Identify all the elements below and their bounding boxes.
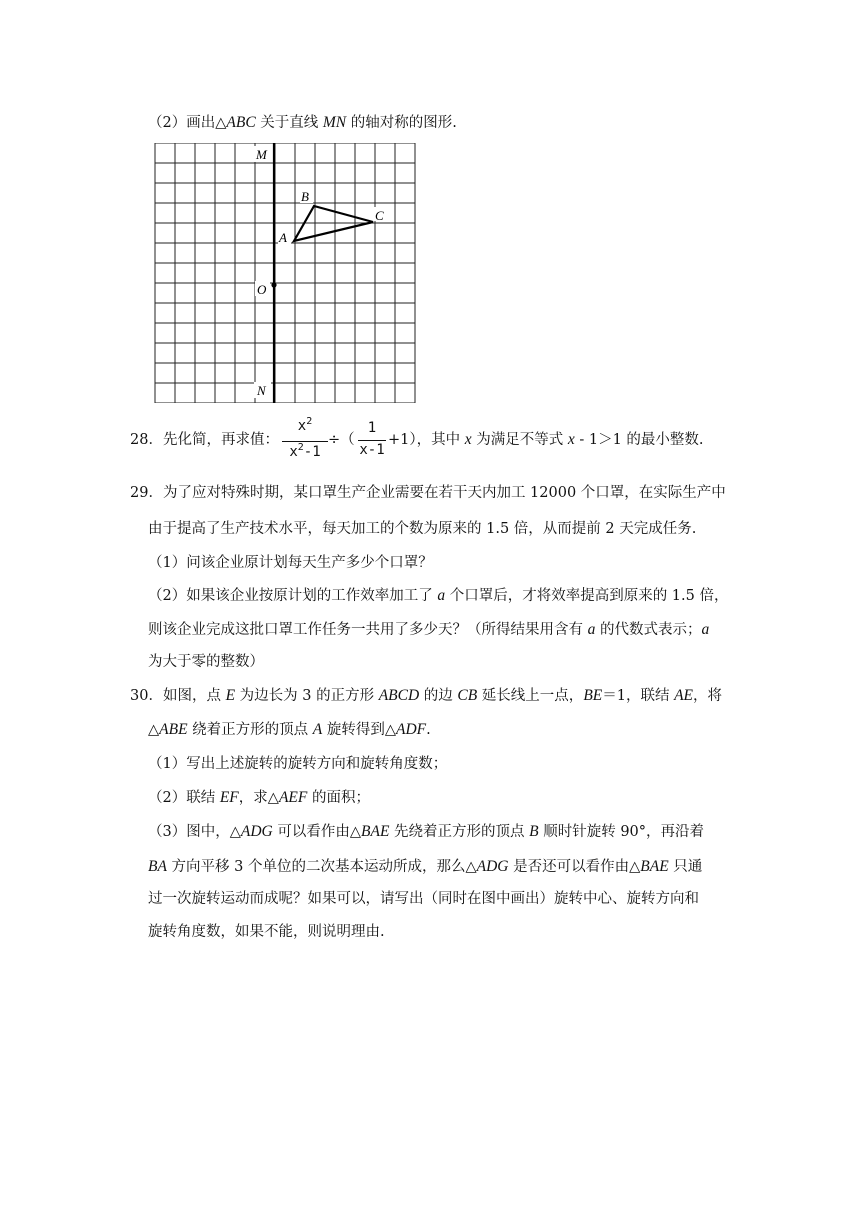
q29-line1: 29．为了应对特殊时期，某口罩生产企业需要在若干天内加工 12000 个口罩，在实际生产中 (130, 485, 726, 501)
q30-part3-line1: （3）图中，△ADG 可以看作由△BAE 先绕着正方形的顶点 B 顺时针旋转 90°，再沿着 (148, 823, 705, 840)
label-n: N (257, 383, 266, 398)
grid-figure (154, 143, 416, 403)
label-c: C (375, 208, 384, 223)
q29-part2-line3: 为大于零的整数） (148, 654, 264, 670)
label-m: M (256, 147, 267, 162)
label-b: B (301, 189, 309, 204)
point-o (271, 282, 276, 287)
fraction-1-denominator: $x^2-1$ (289, 442, 321, 460)
q28-divide: ÷（ (328, 432, 355, 448)
q30-part3-line4: 旋转角度数，如果不能，则说明理由. (148, 924, 385, 940)
fraction-bar (358, 440, 386, 441)
fraction-bar (282, 441, 328, 442)
q29-line2: 由于提高了生产技术水平，每天加工的个数为原来的 1.5 倍，从而提前 2 天完成任务. (148, 521, 697, 537)
fraction-2-numerator: 1 (367, 420, 377, 436)
q30-line2: △ABE 绕着正方形的顶点 A 旋转得到△ADF. (148, 721, 431, 738)
grid-lines (155, 143, 415, 403)
q29-part2-line1: （2）如果该企业按原计划的工作效率加工了 a 个口罩后，才将效率提高到原来的 1.5 倍， (148, 587, 729, 604)
label-a: A (279, 230, 287, 245)
q28-fraction-2 (358, 420, 386, 464)
q30-part1: （1）写出上述旋转的旋转方向和旋转角度数； (148, 756, 448, 772)
q30-part3-line2: BA 方向平移 3 个单位的二次基本运动所成，那么△ADG 是否还可以看作由△BAE 只通 (148, 858, 703, 875)
q30-part3-line3: 过一次旋转运动而成呢？如果可以，请写出（同时在图中画出）旋转中心、旋转方向和 (148, 891, 699, 907)
q28-fraction-1 (282, 416, 328, 466)
q28-lead: 28．先化简，再求值： (130, 432, 279, 448)
q30-line1: 30．如图，点 E 为边长为 3 的正方形 ABCD 的边 CB 延长线上一点，BE＝1，联结 AE，将 (130, 687, 723, 704)
label-o: O (257, 282, 267, 297)
fraction-1-numerator: $x^2$ (297, 416, 313, 434)
q28-tail: +1），其中 x 为满足不等式 x - 1＞1 的最小整数. (388, 431, 704, 448)
q29-part2-line2: 则该企业完成这批口罩工作任务一共用了多少天？（所得结果用含有 a 的代数式表示；a (148, 621, 710, 638)
q29-part1: （1）问该企业原计划每天生产多少个口罩？ (148, 555, 433, 571)
fraction-2-denominator: x-1 (359, 442, 385, 458)
q30-part2: （2）联结 EF，求△AEF 的面积； (148, 789, 370, 806)
q27-part2-text: （2）画出△ABC 关于直线 MN 的轴对称的图形. (148, 114, 457, 131)
